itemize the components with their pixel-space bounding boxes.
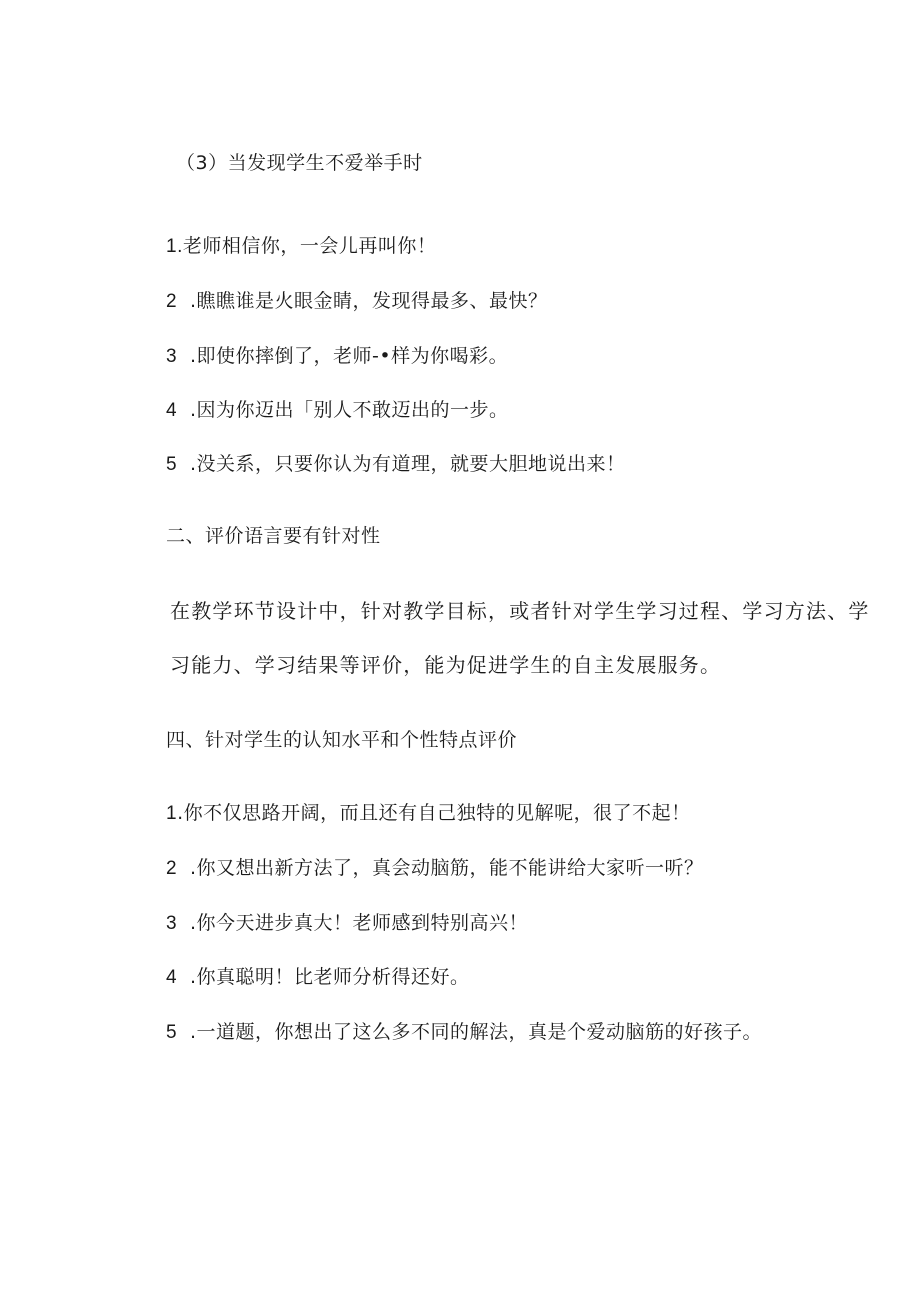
section-four-heading: 四、针对学生的认知水平和个性特点评价	[166, 729, 518, 751]
section-3-heading: （3）当发现学生不爱举手时	[176, 152, 423, 174]
list-item	[166, 450, 626, 479]
list-item-text: .即使你摔倒了，老师-•样为你喝彩。	[190, 345, 509, 367]
list-item-text: .你真聪明！比老师分析得还好。	[190, 966, 470, 988]
list-item	[166, 963, 470, 992]
list-item-number: 1	[166, 803, 178, 824]
list-item-text: .你又想出新方法了，真会动脑筋，能不能讲给大家听一听？	[190, 857, 704, 879]
list-item-number: 3	[166, 913, 178, 934]
list-item-text: .没关系，只要你认为有道理，就要大胆地说出来！	[190, 453, 626, 475]
list-item-number: 1.	[166, 236, 183, 257]
list-item	[166, 909, 528, 938]
list-item	[166, 854, 704, 883]
list-item-number: 2	[166, 858, 178, 879]
list-item-number: 4	[166, 400, 178, 421]
list-item	[166, 342, 508, 371]
list-item	[166, 287, 548, 316]
list-item-number: 2	[166, 291, 178, 312]
list-item-text: .瞧瞧谁是火眼金睛，发现得最多、最快？	[190, 290, 548, 312]
list-item-text: 老师相信你，一会儿再叫你！	[182, 235, 437, 257]
list-item-text: .你不仅思路开阔，而且还有自己独特的见解呢，很了不起！	[177, 802, 691, 824]
list-item-number: 5	[166, 454, 178, 475]
list-item	[166, 799, 691, 828]
list-item-number: 5	[166, 1022, 178, 1043]
list-item	[166, 396, 509, 425]
list-item-text: .因为你迈出「别人不敢迈出的一步。	[190, 399, 509, 421]
paragraph-line-2: 习能力、学习结果等评价，能为促进学生的自主发展服务。	[170, 653, 722, 677]
list-item-number: 3	[166, 346, 178, 367]
list-item-number: 4	[166, 967, 178, 988]
list-item	[166, 232, 436, 261]
paragraph-line-1: 在教学环节设计中，针对教学目标，或者针对学生学习过程、学习方法、学	[170, 599, 870, 623]
list-item	[166, 1018, 762, 1047]
section-two-heading: 二、评价语言要有针对性	[166, 525, 381, 547]
list-item-text: .一道题，你想出了这么多不同的解法，真是个爱动脑筋的好孩子。	[190, 1021, 763, 1043]
list-item-text: .你今天进步真大！老师感到特别高兴！	[190, 912, 529, 934]
